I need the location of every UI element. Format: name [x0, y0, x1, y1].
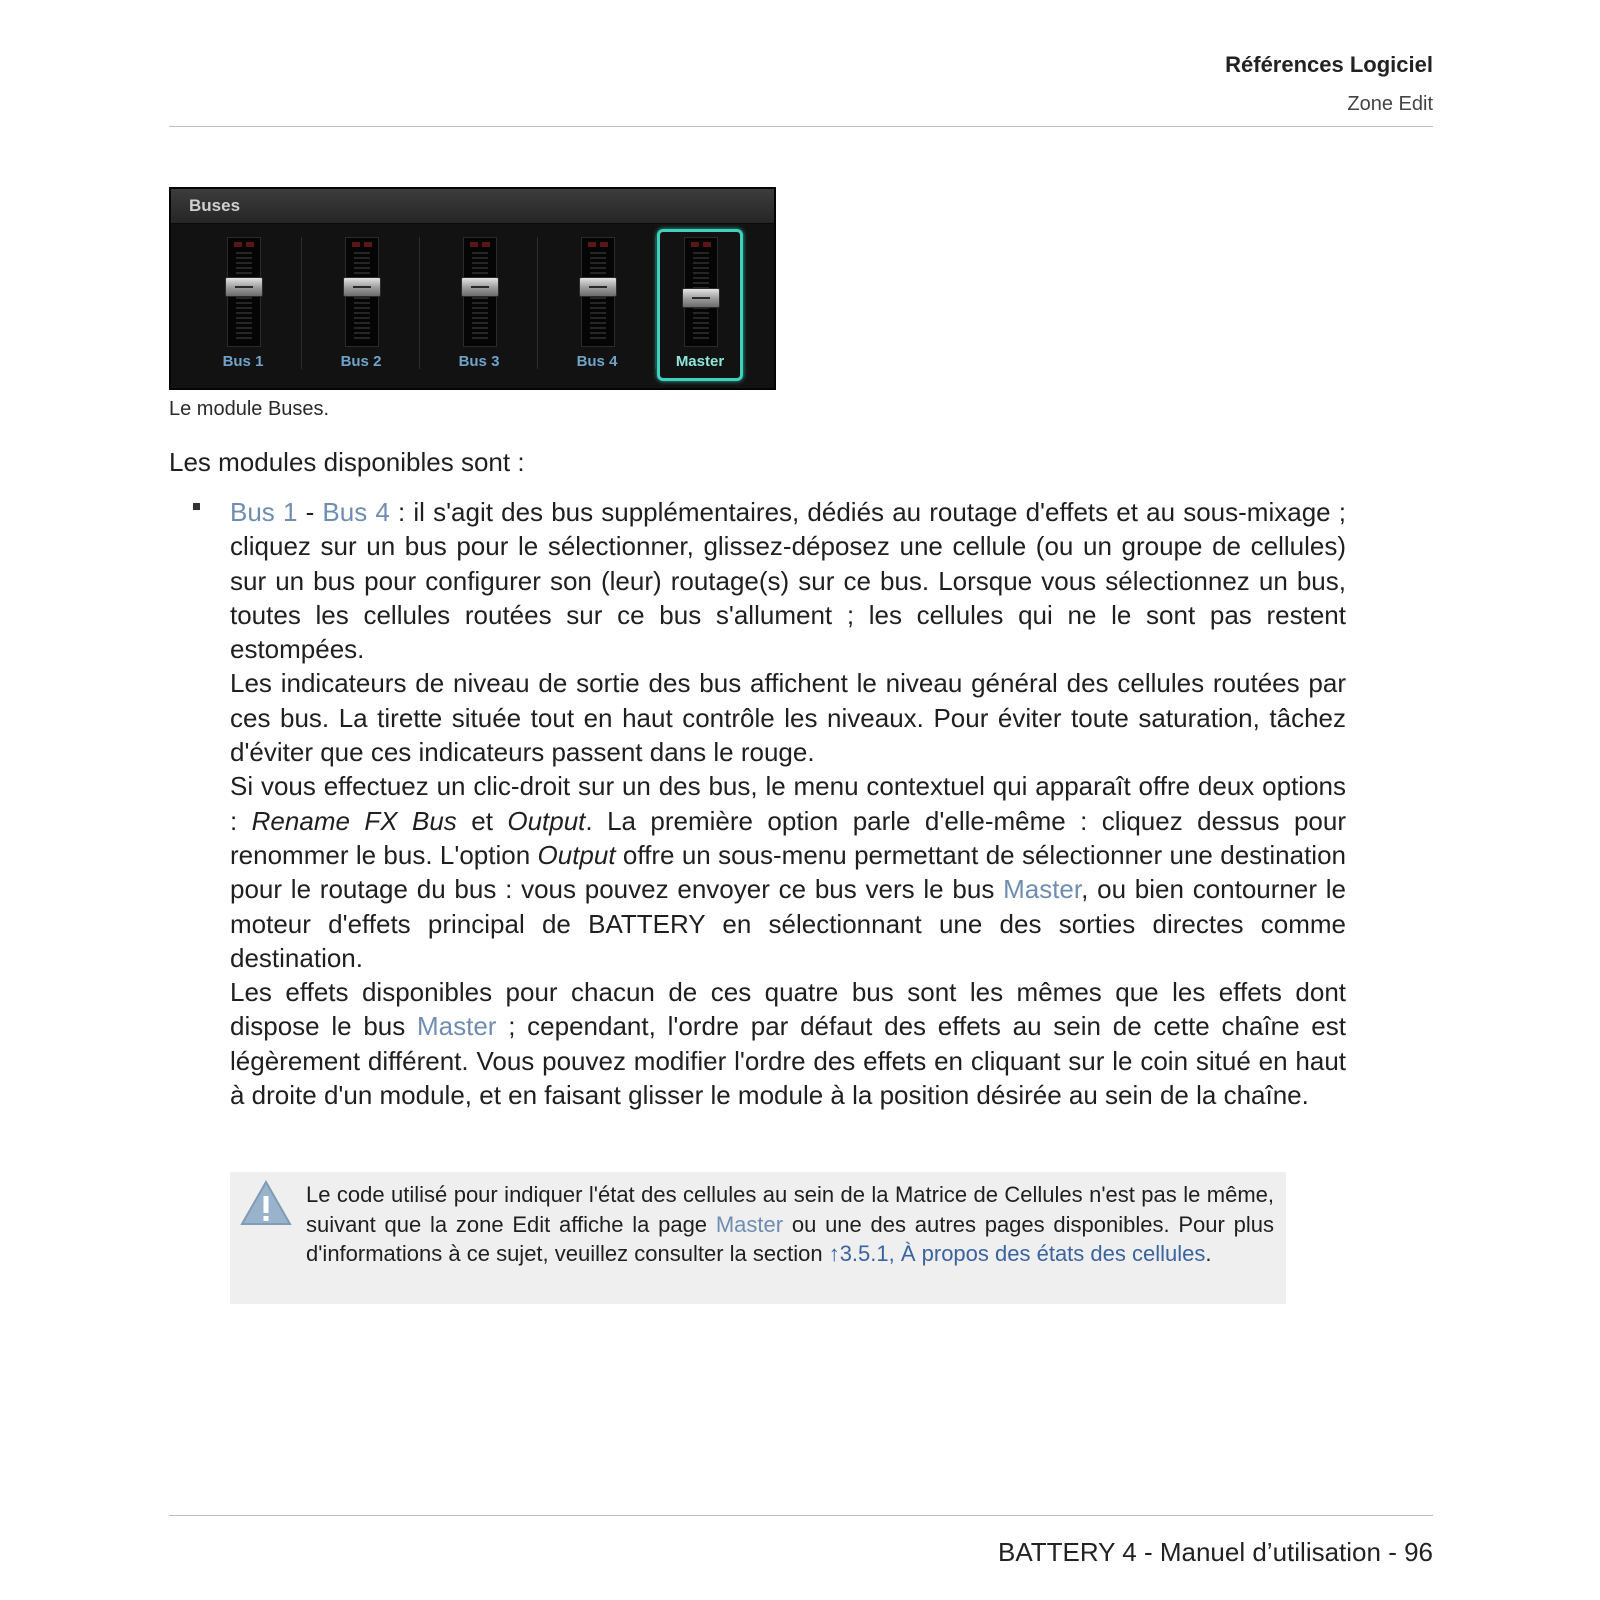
output-term: Output — [507, 805, 586, 836]
figure-caption: Le module Buses. — [169, 398, 330, 420]
fader-handle[interactable] — [461, 277, 499, 297]
header-rule — [169, 126, 1433, 127]
bus-channel[interactable] — [423, 229, 535, 381]
output-term: Output — [537, 839, 616, 870]
section-cross-reference-link[interactable]: ↑3.5.1, À propos des états des cellules — [828, 1241, 1206, 1266]
bus-channel[interactable] — [657, 229, 743, 381]
bus-channel-label: Bus 1 — [222, 353, 264, 370]
bus-description — [230, 495, 1346, 1112]
note-box — [230, 1172, 1286, 1304]
paragraph-3: Si vous effectuez un clic-droit sur un des bus, le menu contextuel qui apparaît offre deux options : Rename FX Bus et Output. La première option parle d'elle-même : cliquez dessus pour renommer le bus. L'option Output offre un sous-menu permettant de sélectionner une destination pour le routage du bus : vous pouvez envoyer ce bus vers le bus Master, ou bien contourner le moteur d'effets principal de BATTERY en sélectionnant une des sorties directes comme destination. — [230, 771, 1347, 973]
page-footer: BATTERY 4 - Manuel d’utilisation - 96 — [998, 1537, 1433, 1567]
bus-channel-label: Bus 3 — [458, 353, 500, 370]
paragraph-1: Bus 1 - Bus 4 : il s'agit des bus supplémentaires, dédiés au routage d'effets et au sous-mixage ; cliquez sur un bus pour le sélectionner, glissez-déposez une cellule (ou un groupe de cellules) sur un bus pour configurer son (leur) routage(s) sur ce bus. Lorsque vous sélectionnez un bus, toutes les cellules routées sur ce bus s'allument ; les cellules qui ne le sont pas restent estompées. — [230, 497, 1346, 665]
rename-fx-bus-term: Rename FX Bus — [251, 805, 457, 836]
footer-rule — [169, 1515, 1433, 1516]
master-link[interactable]: Master — [1003, 874, 1082, 905]
bus-channel[interactable] — [305, 229, 417, 381]
paragraph-4: Les effets disponibles pour chacun de ces quatre bus sont les mêmes que les effets dont dispose le bus Master ; cependant, l'ordre par défaut des effets au sein de cette chaîne est légèrement différent. Vous pouvez modifier l'ordre des effets en cliquant sur le coin situé en haut à droite d'un module, et en faisant glisser le module à la position désirée au sein de la chaîne. — [230, 977, 1346, 1111]
running-header-subsection: Zone Edit — [1347, 93, 1433, 115]
master-link[interactable]: Master — [715, 1211, 784, 1237]
bus-channel-label: Master — [675, 353, 725, 370]
bus-channel[interactable] — [187, 229, 299, 381]
intro-text: Les modules disponibles sont : — [169, 447, 525, 477]
bus-channel-label: Bus 2 — [340, 353, 382, 370]
fader-handle[interactable] — [343, 277, 381, 297]
bus-channel[interactable] — [541, 229, 653, 381]
buses-titlebar — [171, 189, 774, 224]
fader-handle[interactable] — [682, 288, 720, 308]
running-header-section: Références Logiciel — [1225, 52, 1433, 77]
fader-handle[interactable] — [225, 277, 263, 297]
bus-1-link[interactable]: Bus 1 — [230, 497, 298, 527]
bullet-icon — [193, 503, 200, 510]
master-link[interactable]: Master — [417, 1011, 497, 1042]
buses-title: Buses — [189, 196, 241, 215]
bus-4-link[interactable]: Bus 4 — [322, 497, 390, 527]
bus-channel-label: Bus 4 — [576, 353, 618, 370]
fader-handle[interactable] — [579, 277, 617, 297]
warning-icon — [238, 1178, 294, 1228]
buses-module-figure — [169, 187, 776, 390]
note-text: Le code utilisé pour indiquer l'état des cellules au sein de la Matrice de Cellules n'est pas le même, suivant que la zone Edit affiche la page Master ou une des autres pages disponibles. Pour plus d'informations à ce sujet, veuillez consulter la section ↑3.5.1, À propos des états des cellules. — [306, 1182, 1274, 1266]
paragraph-2: Les indicateurs de niveau de sortie des bus affichent le niveau général des cellules routées par ces bus. La tirette située tout en haut contrôle les niveaux. Pour éviter toute saturation, tâchez d'éviter que ces indicateurs passent dans le rouge. — [230, 668, 1346, 768]
